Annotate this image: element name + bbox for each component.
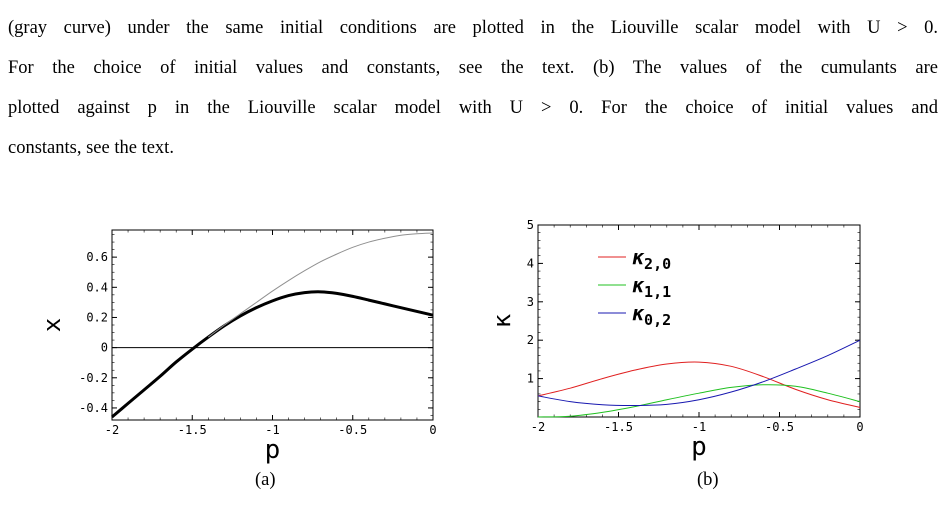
y-tick-label: -0.2 <box>79 370 108 385</box>
y-axis-label: κ <box>488 313 516 329</box>
x-tick-label: -0.5 <box>765 420 794 434</box>
y-tick-label: 0.2 <box>86 310 108 325</box>
legend-label: $\kappa_{1,1}$ <box>632 273 672 301</box>
y-tick-label: 4 <box>526 256 534 271</box>
series-line <box>208 233 433 337</box>
chart-b <box>488 205 920 470</box>
paragraph-line: (gray curve) under the same initial conditions are plotted in the Liouville scalar model with U > 0. <box>8 18 938 38</box>
x-tick-label: -1 <box>265 423 280 437</box>
caption-paragraph <box>8 8 938 168</box>
x-axis-label: p <box>691 432 707 462</box>
x-tick-label: 0 <box>856 420 864 434</box>
chart-a <box>40 205 460 470</box>
x-tick-label: -2 <box>104 423 120 437</box>
paragraph-line: constants, see the text. <box>8 138 174 158</box>
series-line <box>538 362 860 407</box>
y-axis-label: x <box>38 317 66 333</box>
legend-label: $\kappa_{0,2}$ <box>632 301 672 329</box>
paragraph-line: plotted against p in the Liouville scalar model with U > 0. For the choice of initial values and <box>8 98 938 118</box>
series-line <box>538 340 860 405</box>
caption-b: (b) <box>697 470 719 490</box>
y-tick-label: 2 <box>526 333 534 348</box>
caption-a: (a) <box>255 470 276 490</box>
x-tick-label: -2 <box>530 420 546 434</box>
y-tick-label: 0.6 <box>86 250 108 265</box>
y-tick-label: 0.4 <box>86 280 108 295</box>
x-tick-label: 0 <box>429 423 437 437</box>
y-tick-label: 0 <box>100 340 108 355</box>
series-line <box>112 292 433 417</box>
y-tick-label: -0.4 <box>79 400 108 415</box>
plot-frame <box>538 225 860 417</box>
x-tick-label: -0.5 <box>338 423 368 437</box>
x-tick-label: -1.5 <box>604 420 633 434</box>
x-axis-label: p <box>264 435 281 465</box>
plot-frame <box>112 230 433 420</box>
y-tick-label: 3 <box>526 294 534 309</box>
y-tick-label: 1 <box>526 371 534 386</box>
legend-label: $\kappa_{2,0}$ <box>632 245 672 273</box>
x-tick-label: -1 <box>691 420 707 434</box>
paragraph-line: For the choice of initial values and constants, see the text. (b) The values of the cumulants are <box>8 58 938 78</box>
x-tick-label: -1.5 <box>177 423 207 437</box>
y-tick-label: 5 <box>526 218 534 232</box>
